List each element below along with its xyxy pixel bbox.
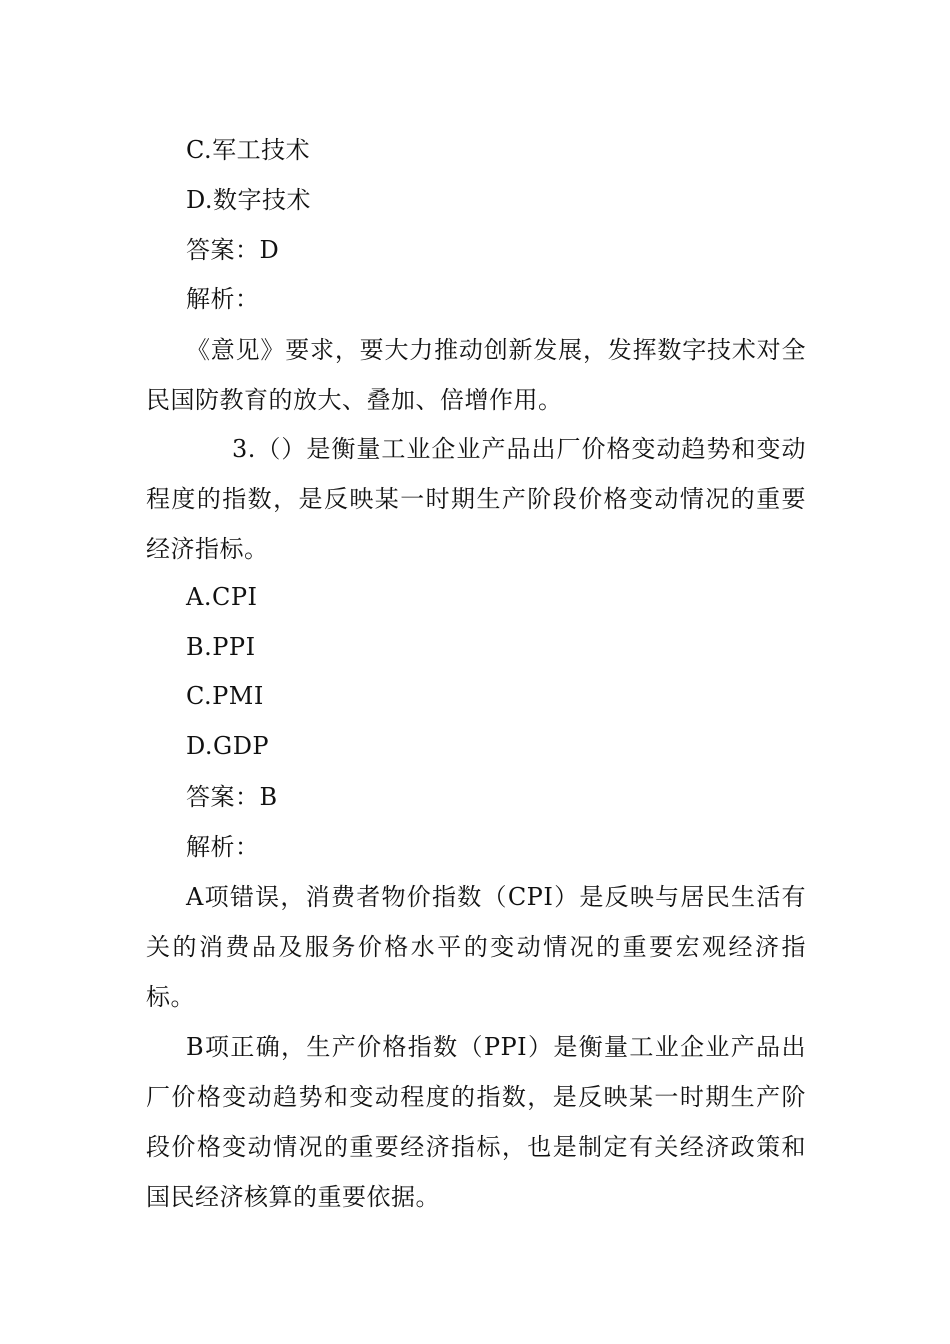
q3-analysis-label: 解析： — [186, 833, 260, 861]
q3-analysis-option-b: B项正确，生产价格指数（PPI）是衡量工业企业产品出厂价格变动趋势和变动程度的指数，是反映某一时期生产阶段价格变动情况的重要经济指标，也是制定有关经济政策和国民经济核算的重要依据。 — [146, 1033, 806, 1211]
q3-analysis-option-a: A项错误，消费者物价指数（CPI）是反映与居民生活有关的消费品及服务价格水平的变动情况的重要宏观经济指标。 — [146, 883, 806, 1011]
q3-option-b: B.PPI — [186, 633, 256, 661]
q2-answer: 答案：D — [186, 236, 280, 264]
q2-option-c: C.军工技术 — [186, 136, 311, 164]
q2-analysis-text: 《意见》要求，要大力推动创新发展，发挥数字技术对全民国防教育的放大、叠加、倍增作用。 — [146, 336, 806, 414]
q3-question: 3.（）是衡量工业企业产品出厂价格变动趋势和变动程度的指数，是反映某一时期生产阶段价格变动情况的重要经济指标。 — [146, 435, 806, 563]
q3-answer: 答案：B — [186, 783, 278, 811]
q2-option-d: D.数字技术 — [186, 186, 312, 214]
q2-analysis-label: 解析： — [186, 285, 260, 313]
q3-option-a: A.CPI — [186, 583, 258, 611]
q3-option-d: D.GDP — [186, 732, 270, 760]
q3-option-c: C.PMI — [186, 682, 264, 710]
